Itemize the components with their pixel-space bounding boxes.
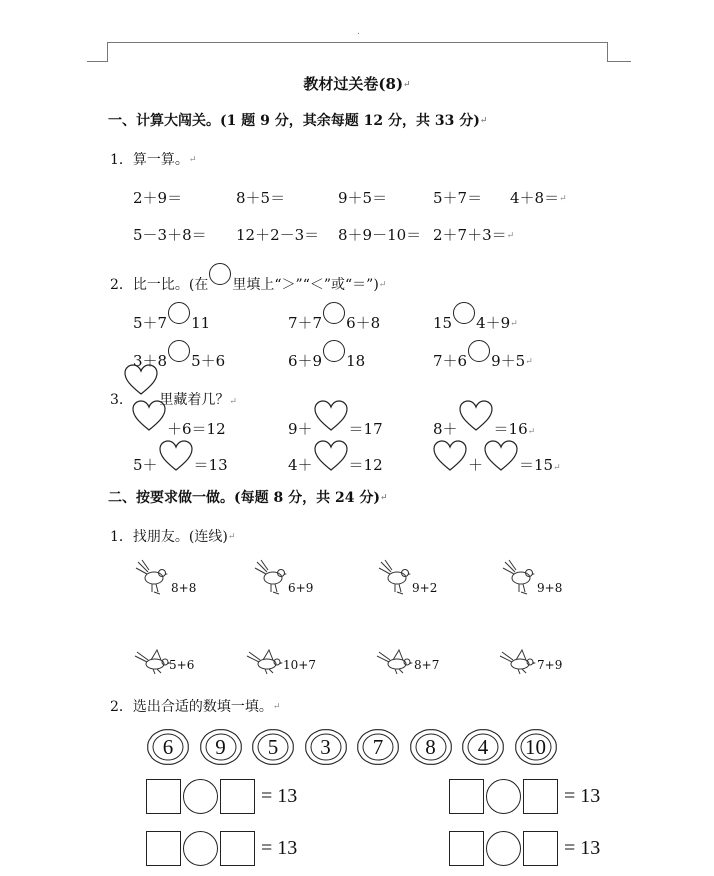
equation-box: [449, 779, 600, 814]
paragraph-mark: ↵: [479, 116, 488, 126]
heart-blank[interactable]: [313, 400, 349, 432]
answer-square[interactable]: [146, 831, 181, 866]
heart-item-pre: 9＋: [288, 420, 313, 438]
number-badge[interactable]: [251, 728, 295, 766]
operator-circle[interactable]: [486, 779, 521, 814]
bird-label: 8+7: [414, 658, 440, 672]
heart-item: [433, 400, 535, 439]
paragraph-mark: ↵: [553, 463, 561, 473]
paragraph-mark: ↵: [527, 427, 536, 437]
bird-label: 8+8: [171, 581, 197, 595]
number-badge-value: 3: [320, 735, 331, 759]
answer-square[interactable]: [449, 831, 484, 866]
bird-label: 10+7: [283, 658, 316, 672]
paragraph-mark: ↵: [559, 194, 567, 204]
compare-right: 18: [346, 352, 366, 370]
paragraph-mark: ↵: [510, 319, 518, 329]
bird-icon[interactable]: [498, 648, 542, 678]
bird-icon[interactable]: [134, 558, 174, 598]
heart-item-post: ＝12: [348, 456, 383, 474]
calc-item: 8＋9－10＝: [338, 226, 422, 244]
s2-q2-label: [110, 696, 280, 716]
heart-item-post: ＋6＝12: [167, 420, 226, 438]
bird-icon[interactable]: [377, 558, 417, 598]
bird-icon[interactable]: [501, 558, 541, 598]
calc-item: [433, 224, 514, 245]
header-mark: .: [357, 27, 360, 37]
equation-box: [449, 831, 600, 866]
heart-item: [432, 440, 561, 475]
section2-heading-text: 二、按要求做一做。(每题 8 分，共 24 分): [108, 490, 380, 506]
equation-result: = 13: [564, 837, 601, 859]
bird-label: 6+9: [288, 581, 314, 595]
title-text: 教材过关卷(8): [303, 75, 404, 93]
number-badge-value: 9: [215, 735, 226, 759]
number-badge-value: 10: [525, 735, 546, 759]
s2-q1-label-text: 1．找朋友。(连线): [110, 529, 228, 545]
compare-item: [433, 302, 518, 333]
s2-q1-label: [110, 526, 235, 546]
operator-circle[interactable]: [183, 831, 218, 866]
number-badge-value: 6: [162, 735, 174, 759]
compare-left: 5＋7: [133, 314, 168, 332]
answer-square[interactable]: [146, 779, 181, 814]
section2-heading: [108, 487, 388, 507]
heart-item-mid: ＋: [468, 456, 484, 474]
header-right-vertical: [607, 42, 608, 62]
heart-item-pre: 8＋: [433, 420, 458, 438]
paragraph-mark: ↵: [525, 357, 533, 367]
compare-circle[interactable]: [168, 302, 190, 324]
q3-label-pre: 3.: [110, 392, 124, 408]
paragraph-mark: ↵: [506, 231, 515, 241]
compare-right: 9＋5: [491, 352, 526, 370]
compare-right: 6＋8: [346, 314, 381, 332]
compare-right: 11: [191, 314, 211, 332]
calc-item: 5＋7＝: [433, 189, 483, 207]
page-title: [0, 73, 714, 94]
compare-right: 5＋6: [191, 352, 226, 370]
heart-blank[interactable]: [483, 440, 519, 472]
section1-heading-text: 一、计算大闯关。(1 题 9 分，其余每题 12 分，共 33 分): [108, 113, 480, 129]
number-badge-value: 8: [425, 735, 436, 759]
heart-item-post: ＝13: [193, 456, 228, 474]
heart-item-pre: 5＋: [133, 456, 158, 474]
paragraph-mark: ↵: [227, 532, 236, 542]
number-badge[interactable]: [304, 728, 348, 766]
compare-circle[interactable]: [453, 302, 475, 324]
paragraph-mark: ↵: [379, 493, 388, 503]
paragraph-mark: ↵: [378, 280, 387, 290]
q2-label-pre: 2．比一比。(在: [110, 277, 209, 293]
q2-label-post: 里填上“＞”“＜”或“＝”): [232, 277, 379, 293]
equation-result: = 13: [564, 785, 601, 807]
number-badge[interactable]: [409, 728, 453, 766]
compare-left: 3＋8: [133, 352, 168, 370]
heart-blank[interactable]: [158, 440, 194, 472]
header-right-tick: [607, 61, 631, 62]
calc-item: [510, 187, 567, 208]
heart-item: [288, 400, 383, 439]
heart-item-post: ＝16: [493, 420, 528, 438]
q2-label: [110, 263, 386, 294]
number-badge-value: 4: [477, 735, 489, 759]
section1-heading: [108, 110, 487, 130]
bird-label: 9+2: [412, 581, 438, 595]
bird-icon[interactable]: [375, 648, 419, 678]
calc-item-text: 2＋7＋3＝: [433, 226, 507, 244]
heart-blank[interactable]: [458, 400, 494, 432]
bird-label: 9+8: [537, 581, 563, 595]
circle-blank-icon: [209, 263, 231, 285]
equation-box: [146, 779, 297, 814]
equation-box: [146, 831, 297, 866]
calc-item: 5－3＋8＝: [133, 226, 207, 244]
answer-square[interactable]: [523, 779, 558, 814]
compare-item: [288, 302, 380, 333]
compare-left: 7＋6: [433, 352, 468, 370]
number-badge-value: 5: [267, 735, 279, 759]
answer-square[interactable]: [220, 779, 255, 814]
number-badge[interactable]: [461, 728, 505, 766]
compare-left: 6＋9: [288, 352, 323, 370]
compare-left: 15: [433, 314, 453, 332]
calc-item: 9＋5＝: [338, 189, 388, 207]
compare-circle[interactable]: [468, 340, 490, 362]
answer-square[interactable]: [449, 779, 484, 814]
equation-result: = 13: [261, 837, 298, 859]
compare-item: [133, 302, 210, 333]
bird-label: 5+6: [169, 658, 195, 672]
calc-item: 12＋2－3＝: [236, 226, 320, 244]
paragraph-mark: ↵: [229, 397, 237, 407]
number-badge[interactable]: [514, 728, 558, 766]
heart-item: [131, 400, 226, 439]
number-badge[interactable]: [356, 728, 400, 766]
heart-blank[interactable]: [131, 400, 167, 432]
compare-circle[interactable]: [323, 340, 345, 362]
compare-circle[interactable]: [168, 340, 190, 362]
header-top-line: [107, 42, 608, 43]
s2-q2-label-text: 2．选出合适的数填一填。: [110, 699, 273, 715]
compare-circle[interactable]: [323, 302, 345, 324]
heart-item-post: ＝17: [348, 420, 383, 438]
heart-item: [288, 440, 383, 475]
heart-blank[interactable]: [432, 440, 468, 472]
compare-right: 4＋9: [476, 314, 511, 332]
q3-label-post: 里藏着几？: [159, 392, 230, 408]
paragraph-mark: ↵: [272, 702, 281, 712]
q1-label-text: 1．算一算。: [110, 152, 189, 168]
operator-circle[interactable]: [183, 779, 218, 814]
heart-item-post: ＝15: [519, 456, 554, 474]
q1-label: [110, 149, 196, 169]
header-left-vertical: [107, 42, 108, 62]
header-left-tick: [87, 61, 108, 62]
compare-item: [433, 340, 533, 371]
paragraph-mark: ↵: [188, 155, 197, 165]
compare-item: [288, 340, 365, 371]
equation-result: = 13: [261, 785, 298, 807]
compare-left: 7＋7: [288, 314, 323, 332]
calc-item: 2＋9＝: [133, 189, 183, 207]
calc-item-text: 4＋8＝: [510, 189, 560, 207]
number-badge-value: 7: [372, 735, 384, 759]
heart-item-pre: 4＋: [288, 456, 313, 474]
answer-square[interactable]: [220, 831, 255, 866]
calc-item: 8＋5＝: [236, 189, 286, 207]
heart-blank[interactable]: [313, 440, 349, 472]
heart-blank-icon: [123, 364, 159, 396]
number-badge[interactable]: [199, 728, 243, 766]
heart-item: [133, 440, 228, 475]
bird-label: 7+9: [537, 658, 563, 672]
bird-icon[interactable]: [253, 558, 293, 598]
paragraph-mark: ↵: [403, 80, 411, 90]
operator-circle[interactable]: [486, 831, 521, 866]
number-badge[interactable]: [146, 728, 190, 766]
answer-square[interactable]: [523, 831, 558, 866]
